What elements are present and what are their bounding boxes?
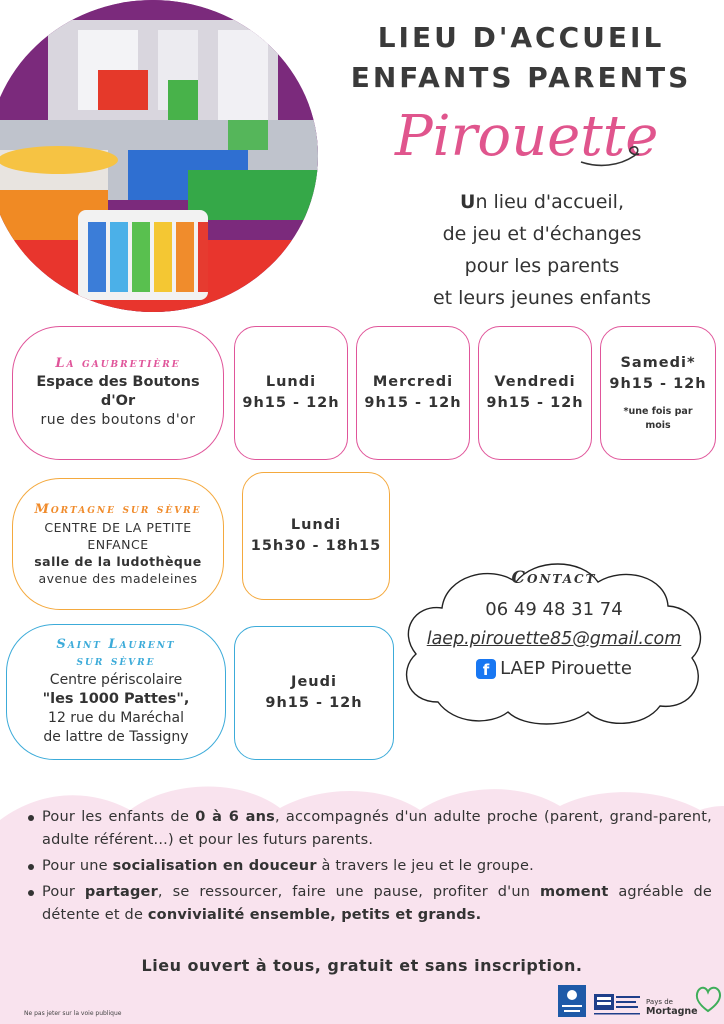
pays-de-mortagne-logo: [646, 984, 722, 1020]
slot-jeudi: [234, 626, 394, 760]
location-line: de lattre de Tassigny: [43, 729, 189, 745]
facebook-icon: f: [476, 659, 496, 679]
title-line-1: LIEU D'ACCUEIL: [377, 21, 665, 54]
location-name: sur sèvre: [76, 654, 156, 669]
slot-day: Mercredi: [372, 374, 454, 390]
slot-vendredi: [478, 326, 592, 460]
slot-day: Lundi: [265, 374, 317, 390]
slot-lundi: [234, 326, 348, 460]
slot-time: 15h30 - 18h15: [250, 538, 382, 554]
brand-name: Pirouette: [395, 104, 659, 169]
slot-time: 9h15 - 12h: [242, 395, 340, 411]
tagline: [360, 186, 724, 314]
slot-note-line: *une fois par: [623, 406, 693, 417]
location-line: "les 1000 Pattes",: [42, 691, 190, 707]
location-line: CENTRE DE LA PETITE: [44, 519, 192, 535]
tagline-line-1: n lieu d'accueil,: [475, 191, 624, 213]
slot-time: 9h15 - 12h: [364, 395, 462, 411]
tagline-line-3: pour les parents: [464, 255, 620, 277]
location-mortagne: [12, 478, 224, 610]
location-line: 12 rue du Maréchal: [48, 710, 184, 726]
slot-samedi: [600, 326, 716, 460]
contact-title: Contact: [511, 568, 597, 588]
list-item: Pour une socialisation en douceur à travers le jeu et le groupe.: [26, 855, 712, 878]
slot-time: 9h15 - 12h: [609, 376, 707, 392]
caf-logo: [558, 985, 586, 1017]
footer-note: Ne pas jeter sur la voie publique: [24, 1010, 122, 1017]
heart-icon: [694, 984, 722, 1014]
contact-facebook[interactable]: [398, 658, 710, 679]
list-item: Pour partager, se ressourcer, faire une pause, profiter d'un moment agréable de détente et de convivialité ensemble, petits et grands.: [26, 881, 712, 927]
slot-time: 9h15 - 12h: [486, 395, 584, 411]
slot-lundi-mortagne: [242, 472, 390, 600]
contact-email[interactable]: laep.pirouette85@gmail.com: [426, 629, 682, 649]
tagline-line-4: et leurs jeunes enfants: [432, 287, 652, 309]
title-line-2: ENFANTS PARENTS: [350, 61, 692, 94]
slot-day: Samedi*: [620, 355, 696, 371]
playroom-photo: [0, 0, 318, 312]
brand-logo: [395, 104, 659, 170]
location-line: Espace des Boutons: [36, 374, 200, 390]
swirl-decoration: [579, 142, 649, 168]
slot-note-line: mois: [645, 420, 671, 431]
location-name: Mortagne sur sèvre: [34, 501, 202, 517]
tagline-line-2: de jeu et d'échanges: [442, 223, 642, 245]
contact-cloud: [398, 552, 710, 728]
location-line: avenue des madeleines: [38, 570, 198, 586]
slot-day: Jeudi: [291, 674, 337, 690]
slot-day: Vendredi: [494, 374, 576, 390]
contact-phone[interactable]: 06 49 48 31 74: [485, 599, 623, 620]
slot-time: 9h15 - 12h: [265, 695, 363, 711]
slot-note: [623, 405, 692, 433]
msa-logo: [594, 992, 642, 1016]
logo-line: Mortagne: [646, 1006, 698, 1017]
location-gaubretiere: [12, 326, 224, 460]
slot-day: Lundi: [290, 517, 342, 533]
tagline-cap: U: [460, 191, 476, 213]
list-item: Pour les enfants de 0 à 6 ans, accompagnés d'un adulte proche (parent, grand-parent, adulte référent...) et pour les futurs parents.: [26, 806, 712, 852]
location-line: salle de la ludothèque: [34, 553, 202, 569]
open-access-statement: Lieu ouvert à tous, gratuit et sans inscription.: [141, 956, 583, 975]
logo-line: Pays de: [646, 998, 673, 1006]
location-line: ENFANCE: [87, 536, 149, 552]
location-saint-laurent: [6, 624, 226, 760]
facebook-label: LAEP Pirouette: [500, 658, 632, 679]
page-title: [318, 18, 724, 98]
location-line: Centre périscolaire: [49, 672, 183, 688]
location-line: d'Or: [100, 393, 136, 409]
benefits-list: [26, 806, 712, 930]
location-name: La gaubretière: [55, 356, 181, 371]
location-name: Saint Laurent: [56, 637, 176, 652]
slot-mercredi: [356, 326, 470, 460]
location-line: rue des boutons d'or: [40, 412, 196, 428]
